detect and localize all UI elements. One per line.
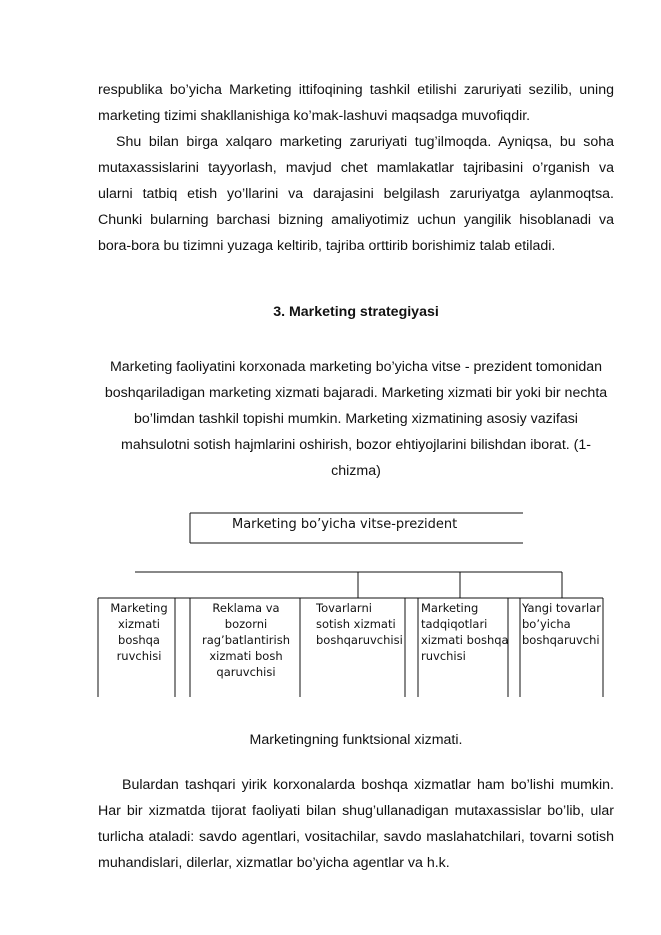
box-line: boshqaruvchi	[522, 633, 600, 647]
paragraph-international-marketing: Shu bilan birga xalqaro marketing zaruriyati tug’ilmoqda. Ayniqsa, bu soha mutaxassislarini tayyorlash, mavjud chet mamlakatlar tajribasini o’rganish va ularni tatbiq etish yo’llarini va darajasini belgilash zaruriyatga aylanmoqtsa. Chunki bularning barchasi bizning amaliyotimiz uchun yangilik hisoblanadi va bora-bora bu tizimni yuzaga keltirib, tajriba orttirib borishimiz talab etiladi.	[98, 134, 614, 255]
chart-caption: Marketingning funktsional xizmati.	[249, 732, 463, 748]
box-line: boshqaruvchisi	[316, 633, 403, 647]
box-line: Reklama va bozorni	[212, 601, 280, 631]
chart-box-sales	[316, 600, 406, 648]
chart-box-marketing-service	[107, 600, 171, 664]
box-line: xizmati bosh	[209, 649, 283, 663]
box-line: qaruvchisi	[216, 665, 276, 679]
box-line: ruvchisi	[116, 649, 162, 663]
box-line: boshqa	[118, 633, 160, 647]
box-line: rag’batlantirish	[201, 633, 291, 647]
box-line: Marketing	[421, 601, 479, 615]
section-heading: 3. Marketing strategiyasi	[273, 304, 439, 320]
box-line: Marketing	[110, 601, 168, 615]
chart-top-label: Marketing bo’yicha vitse-prezident	[232, 517, 458, 532]
chart-box-research	[421, 600, 509, 664]
paragraph-other-services: Bulardan tashqari yirik korxonalarda boshqa xizmatlar ham bo’lishi mumkin. Har bir xizmatda tijorat faoliyati bilan shug’ullanadigan mutaxassislar bo’lib, ular turlicha ataladi: savdo agentlari, vositachilar, savdo maslahatchilari, tovarni sotish muhandislari, dilerlar, xizmatlar bo’yicha agentlar va h.k.	[98, 777, 614, 872]
box-line: bo’yicha	[522, 617, 571, 631]
box-line: ruvchisi	[421, 649, 466, 663]
box-line: xizmati boshqa	[421, 633, 509, 647]
chart-box-new-products	[522, 600, 604, 648]
box-line: xizmati	[118, 617, 160, 631]
chart-box-advertising	[193, 600, 299, 680]
box-line: Tovarlarni	[316, 601, 372, 615]
box-line: tadqiqotlari	[421, 617, 488, 631]
paragraph-marketing-service: Marketing faoliyatini korxonada marketing bo’yicha vitse - prezident tomonidan boshqariladigan marketing xizmati bajaradi. Marketing xizmati bir yoki bir nechta bo’limdan tashkil topishi mumkin. Marketing xizmatining asosiy vazifasi mahsulotni sotish hajmlarini oshirish, bozor ehtiyojlarini bilishdan iborat. (1-chizma)	[104, 359, 608, 480]
paragraph-intro: respublika bo’yicha Marketing ittifoqining tashkil etilishi zaruriyati sezilib, uning marketing tizimi shakllanishiga ko’mak-lashuvi maqsadga muvofiqdir.	[98, 82, 614, 125]
box-line: Yangi tovarlar	[522, 601, 602, 615]
box-line: sotish xizmati	[316, 617, 396, 631]
